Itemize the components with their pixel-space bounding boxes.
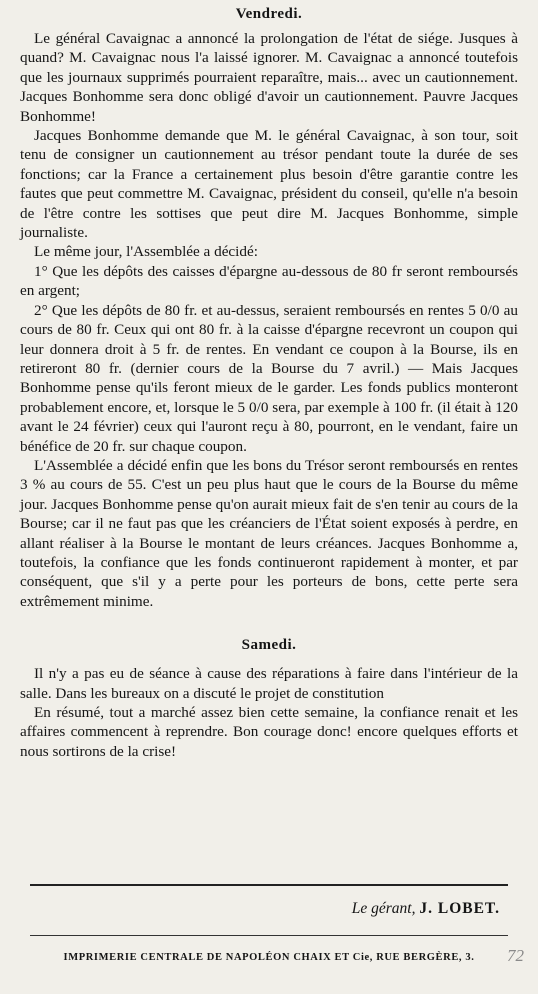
divider-rule [30, 935, 508, 936]
section-heading-samedi: Samedi. [241, 637, 297, 654]
signature-line [352, 900, 500, 918]
signature-role: Le gérant, [351, 900, 416, 917]
divider-rule [30, 884, 508, 886]
paragraph: Jacques Bonhomme demande que M. le général Cavaignac, à son tour, soit tenu de consigner un cautionnement au trésor pendant toute la durée de ses fonctions; car la France a certainement plus besoin d'être garantie contre les fautes que peut commettre M. Cavaignac, président du conseil, qu'elle n'a besoin de l'être contre les sottises que peut dire M. Jacques Bonhomme, simple journaliste. [20, 127, 518, 242]
paragraph: En résumé, tout a marché assez bien cette semaine, la confiance renait et les affaires commencent à reprendre. Bon courage donc! encore quelques efforts et nous sortirons de la crise! [20, 704, 518, 760]
paragraph: Le même jour, l'Assemblée a décidé: [34, 243, 258, 261]
paragraph: Il n'y a pas eu de séance à cause des réparations à faire dans l'intérieur de la salle. Dans les bureaux on a discuté le projet de constitution [20, 665, 518, 702]
paragraph: 1° Que les dépôts des caisses d'épargne au-dessous de 80 fr seront remboursés en argent; [20, 262, 518, 300]
paragraph: 2° Que les dépôts de 80 fr. et au-dessus, seraient remboursés en rentes 5 0/0 au cours de 80 fr. Ceux qui ont 80 fr. à la caisse d'épargne recevront un coupon qui leur donnera droit à 5 fr. de rentes. En vendant ce coupon à la Bourse, ils en retireront 80 fr. (dernier cours de la Bourse du 7 avril.) — Mais Jacques Bonhomme pense qu'ils feront mieux de le garder. Les fonds publics monteront probablement encore, et, lorsque le 5 0/0 sera, par exemple à 100 fr. (il était à 120 avant le 24 février) ceux qui l'auront reçu à 80, pourront, en le vendant, faire un bénéfice de 20 fr. sur chaque coupon. [20, 301, 518, 455]
section-heading-vendredi: Vendredi. [235, 6, 303, 22]
printer-imprint: IMPRIMERIE CENTRALE DE NAPOLÉON CHAIX ET Cie, RUE BERGÈRE, 3. [63, 952, 475, 963]
signature-name: J. LOBET. [419, 900, 500, 917]
paragraph: L'Assemblée a décidé enfin que les bons du Trésor seront remboursés en rentes 3 % au cours de 55. C'est un peu plus haut que le cours de la Bourse du même jour. Jacques Bonhomme pense qu'on aurait mieux fait de s'en tenir au cours de la Bourse; car il ne faut pas que les créanciers de l'État soient exposés à perdre, en allant réaliser à la Bourse le montant de leurs créances. Jacques Bonhomme a, toutefois, la confiance que les fonds continueront rapidement à monter, et par conséquent, que s'il y a perte pour les porteurs de bons, cette perte sera extrêmement minime. [20, 456, 518, 610]
paragraph: Le général Cavaignac a annoncé la prolongation de l'état de siége. Jusques à quand? M. Cavaignac nous l'a laissé ignorer. M. Cavaignac a annoncé toutefois que les journaux supprimés pourraient reparaître, mais... avec un cautionnement. Jacques Bonhomme sera donc obligé d'avoir un cautionnement. Pauvre Jacques Bonhomme! [20, 30, 518, 125]
page-number: 72 [507, 946, 524, 965]
article-column [20, 6, 518, 761]
